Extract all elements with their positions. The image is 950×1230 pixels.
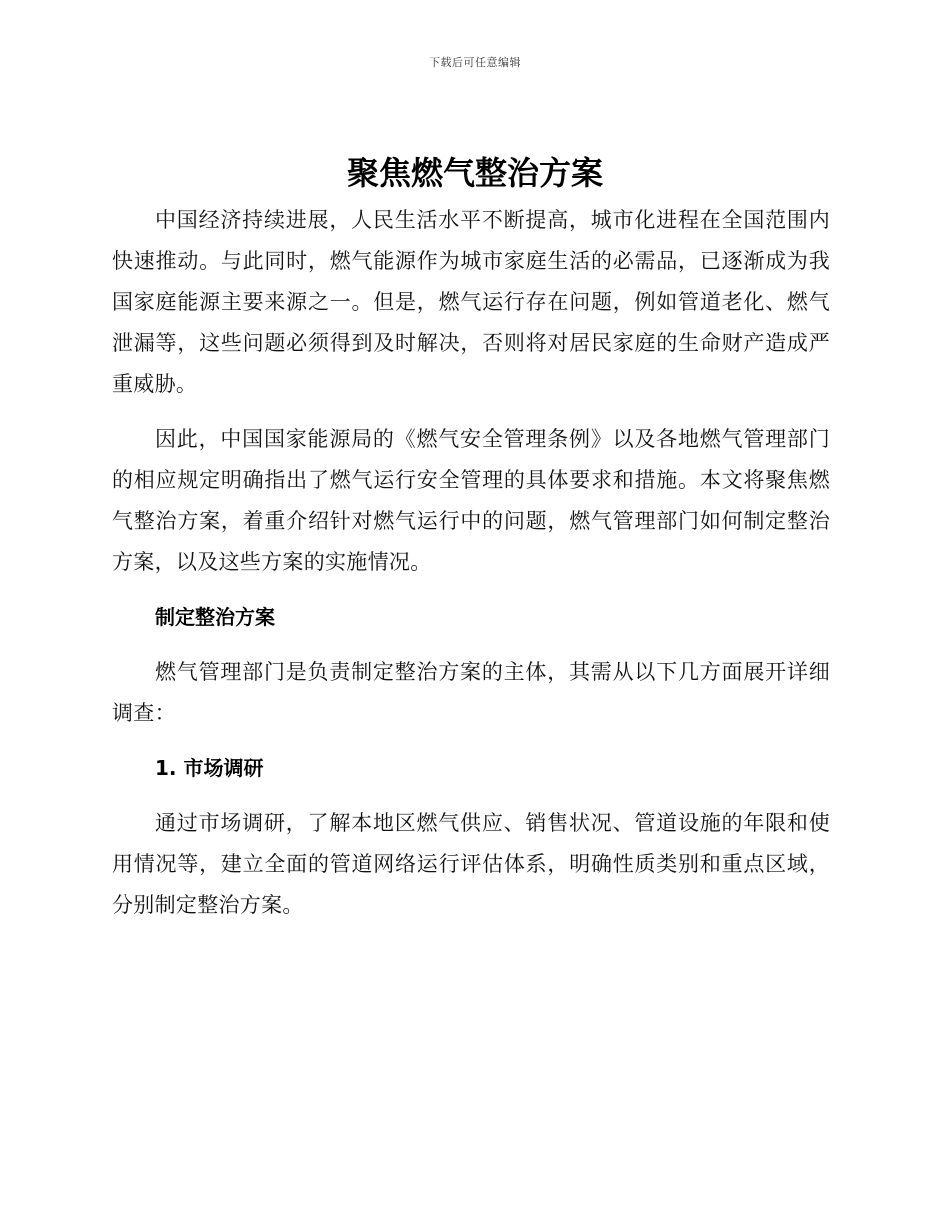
subsection-heading: 1. 市场调研: [155, 756, 264, 780]
page-header: 下载后可任意编辑: [429, 56, 521, 69]
background-paragraph: 因此，中国国家能源局的《燃气安全管理条例》以及各地燃气管理部门的相应规定明确指出了燃气运行安全管理的具体要求和措施。本文将聚焦燃气整治方案，着重介绍针对燃气运行中的问题，燃气管理部门如何制定整治方案，以及这些方案的实施情况。: [112, 427, 830, 574]
section-heading: 制定整治方案: [155, 605, 275, 629]
intro-paragraph: 中国经济持续进展，人民生活水平不断提高，城市化进程在全国范围内快速推动。与此同时，燃气能源作为城市家庭生活的必需品，已逐渐成为我国家庭能源主要来源之一。但是，燃气运行存在问题，例如管道老化、燃气泄漏等，这些问题必须得到及时解决，否则将对居民家庭的生命财产造成严重威胁。: [112, 208, 830, 396]
section-paragraph: 燃气管理部门是负责制定整治方案的主体，其需从以下几方面展开详细调查：: [112, 660, 830, 725]
subsection-paragraph: 通过市场调研，了解本地区燃气供应、销售状况、管道设施的年限和使用情况等，建立全面的管道网络运行评估体系，明确性质类别和重点区域，分别制定整治方案。: [112, 811, 830, 917]
document-title: 聚焦燃气整治方案: [346, 154, 603, 192]
document-body: [112, 200, 830, 940]
